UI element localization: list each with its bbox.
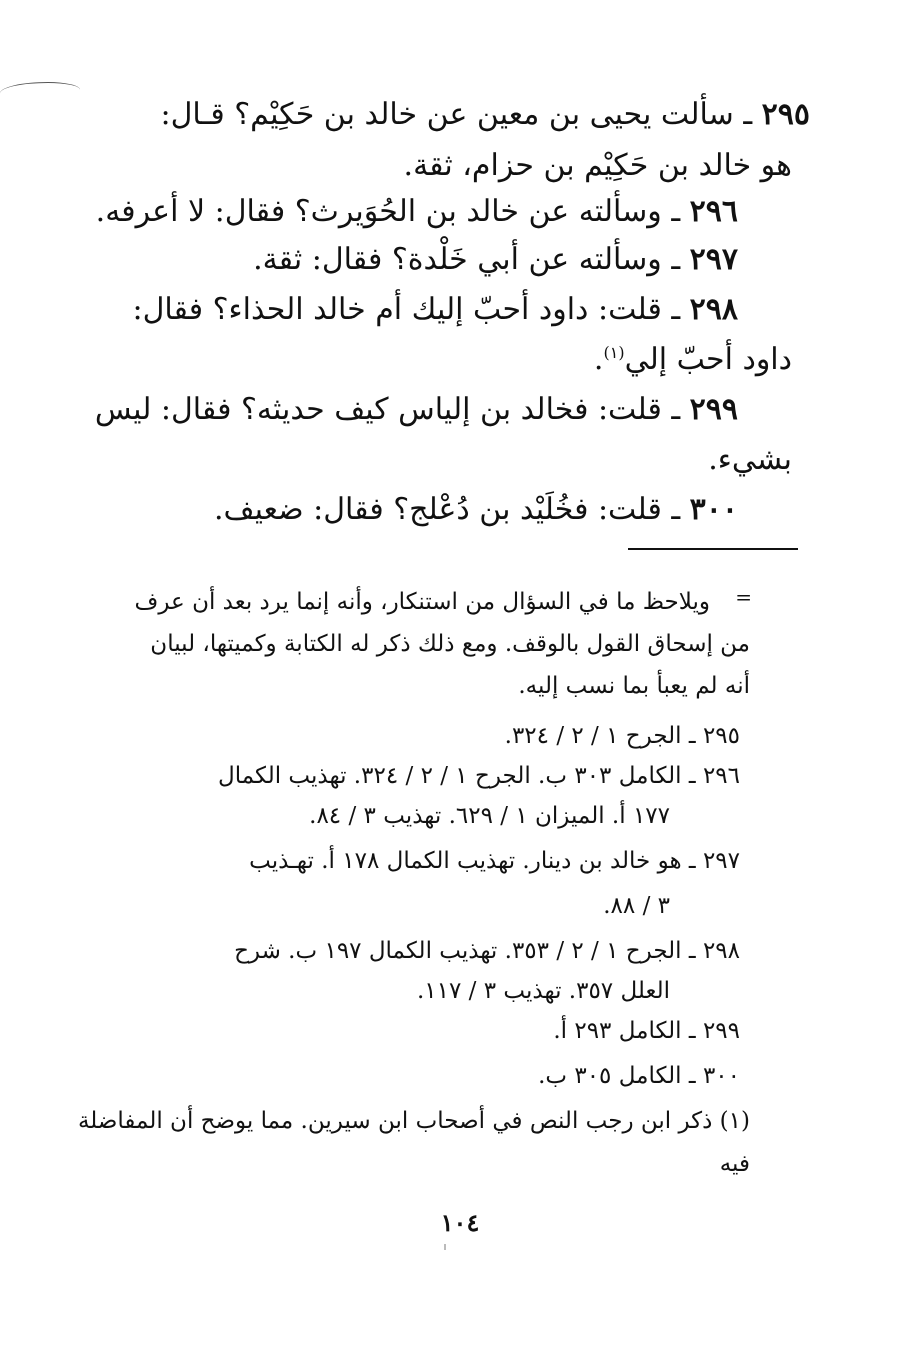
footnote-line-297: ٢٩٧ ـ هو خالد بن دينار. تهذيب الكمال ١٧٨ أ. تهـذيب: [249, 848, 740, 874]
entry-number: ٢٩٥: [761, 97, 810, 132]
footnote-line: ١٧٧ أ. الميزان ١ / ٦٢٩. تهذيب ٣ / ٨٤.: [309, 803, 670, 829]
footnote-line: العلل ٣٥٧. تهذيب ٣ / ١١٧.: [416, 978, 670, 1004]
main-line-298: [133, 290, 738, 330]
footnote-line: من إسحاق القول بالوقف. ومع ذلك ذكر له الكتابة وكميتها، لبيان: [150, 631, 750, 657]
main-line-text: ـ قلت: فخالد بن إلياس كيف حديثه؟ فقال: ليس: [94, 392, 690, 427]
main-line-text: ـ قلت: داود أحبّ إليك أم خالد الحذاء؟ فقال:: [132, 292, 690, 327]
footnote-line-296: ٢٩٦ ـ الكامل ٣٠٣ ب. الجرح ١ / ٢ / ٣٢٤. تهذيب الكمال: [218, 763, 740, 789]
main-line-text: ـ وسألته عن خالد بن الحُوَيرث؟ فقال: لا أعرفه.: [95, 194, 690, 229]
main-line-298-cont: [594, 340, 792, 380]
main-line-text: هو خالد بن حَكِيْم بن حزام، ثقة.: [403, 148, 792, 183]
footnote-line-300: ٣٠٠ ـ الكامل ٣٠٥ ب.: [538, 1063, 740, 1089]
main-line-text: ـ قلت: فخُلَيْد بن دُعْلج؟ فقال: ضعيف.: [214, 492, 690, 527]
main-line-300: [214, 490, 738, 530]
footnote-ref: (١): [603, 343, 625, 362]
entry-number: ٢٩٨: [689, 292, 738, 327]
main-line-text: ـ سألت يحيى بن معين عن خالد بن حَكِيْم؟ قـال:: [160, 97, 762, 132]
entry-number: ٣٠٠: [689, 492, 738, 527]
main-line-297: [253, 240, 738, 280]
entry-number: ٢٩٧: [689, 242, 738, 277]
scan-artifact-curve: [0, 82, 80, 101]
scan-speck: [444, 1244, 446, 1250]
main-line-296: [96, 192, 738, 232]
main-line-299: [95, 390, 738, 430]
footnote-divider: [628, 548, 798, 550]
footnote-line: ويلاحظ ما في السؤال من استنكار، وأنه إنما يرد بعد أن عرف: [134, 589, 710, 615]
continuation-mark: =: [735, 585, 752, 609]
entry-number: ٢٩٩: [689, 392, 738, 427]
main-line-text: ـ وسألته عن أبي خَلْدة؟ فقال: ثقة.: [253, 242, 690, 277]
footnote-line-ref-1: (١) ذكر ابن رجب النص في أصحاب ابن سيرين. مما يوضح أن المفاضلة: [77, 1108, 750, 1134]
main-line-text: داود أحبّ إلي: [624, 342, 792, 377]
footnote-line-295: ٢٩٥ ـ الجرح ١ / ٢ / ٣٢٤.: [504, 723, 740, 749]
main-line-295: [161, 95, 811, 135]
main-line-299-cont: [708, 440, 792, 480]
main-line-295-cont: [404, 146, 792, 186]
main-line-text-end: .: [593, 342, 604, 377]
footnote-line: ٣ / ٨٨.: [603, 893, 670, 919]
footnote-line: أنه لم يعبأ بما نسب إليه.: [518, 673, 750, 699]
footnote-line-298: ٢٩٨ ـ الجرح ١ / ٢ / ٣٥٣. تهذيب الكمال ١٩٧ ب. شرح: [234, 938, 740, 964]
main-line-text: بشيء.: [708, 442, 792, 477]
page-number: ١٠٤: [440, 1208, 480, 1237]
footnote-line-299: ٢٩٩ ـ الكامل ٢٩٣ أ.: [553, 1018, 740, 1044]
footnote-line: فيه: [719, 1151, 750, 1177]
entry-number: ٢٩٦: [689, 194, 738, 229]
